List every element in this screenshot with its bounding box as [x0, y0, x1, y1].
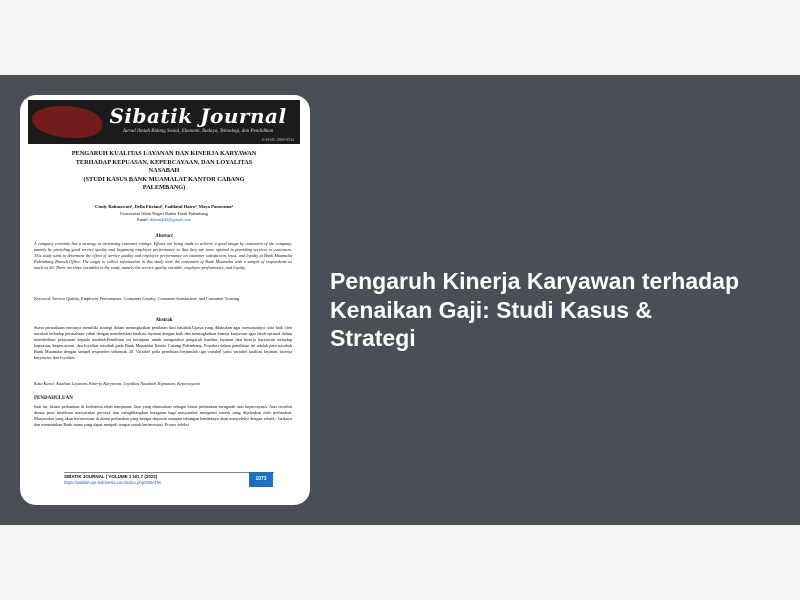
paper-affiliation: Universitas Islam Negeri Raden Fatah Palembang — [120, 211, 208, 216]
abstract-heading: Abstract — [155, 234, 173, 239]
section-text: Saat ini, bisnis perbankan di Indonesia telah menjamur. Jasa yang ditawarkan sebagai bisnis perbankan mengarah atas kepercayaan. Atas tersebut dimaz pasa membuat masyarakat percaya dan menghilangkan keraguan bagi masyarakat mengenai sistem yang dijalankan oleh perbankan. Masyarakat yang akan berinvestasi di dunia perbankan yang berupa deposito maupun tabungan hendaknya akan menyeleksi dengan sebaik - baiknya dan menentukan Bank mana yang dapat menjadi tempat untuk berinvestasi. Proses seleksi — [34, 404, 292, 428]
journal-page-image — [28, 100, 300, 495]
page-number-badge: 1073 — [249, 472, 273, 487]
indonesia-map-logo — [32, 106, 102, 138]
paper-title-line: TERHADAP KEPUASAN, KEPERCAYAAN, DAN LOYALITAS — [75, 158, 253, 166]
journal-subtitle: Jurnal Ilmiah Bidang Sosial, Ekonomi, Budaya, Teknologi, dan Pendidikan — [122, 129, 274, 134]
article-headline[interactable] — [330, 267, 780, 353]
paper-authors: Cindy Rahmawati¹, Della Fitriani², Fadilatul Hairo³, Maya Panorama⁴ — [95, 204, 233, 209]
abstract-text: A company certainly has a strategy in increasing customer ratings. Efforts are being made to achieve a good image by customers of the company, namely by providing good service quality and beginning employee performance so that they are more optimal in providing services to customers. This study aims to determine the effect of service quality and employee performance on customer satisfaction, trust, and loyalty at Bank Muamalat Palembang Branch Office. The target to collect information in this study were the customers of Bank Muamalat with a sample of respondents as much as 20. There are three variables in the study, namely the service quality variable, employee performance, and loyalty. — [34, 241, 292, 271]
headline-line: Pengaruh Kinerja Karyawan terhadap — [330, 268, 740, 295]
abstrak-heading: Abstrak — [155, 318, 173, 323]
footer-divider — [64, 472, 274, 473]
email-label: Email: — [137, 217, 149, 222]
headline-line: Strategi — [330, 325, 416, 352]
email-link[interactable]: dilanisk45@gmail.com — [149, 217, 191, 222]
paper-title-line: (STUDI KASUS BANK MUAMALAT KANTOR CABANG — [83, 175, 245, 183]
footer-url[interactable]: https://publish.ojs-indonesia.com/index.php/SIBATIK — [64, 480, 161, 485]
abstrak-text: Suatu perusahaan tentunya memiliki strategi dalam meningkatkan penilaian dari nasabah.Upaya yang dilakukan agar mencapainya citra baik oleh nasabah terhadap perusahaan yakni dengan memberikan kualitas layanan dengan baik dan meningkatkan kinerja karyawan agar lebih optimal dalam memberikan pelayanan kepada nasabah.Penelitian ini bertujuan untuk mengetahui pengaruh kualitas layanan dan kinerja karyawan terhadap kepuasan, kepercayaan, dan loyalitas nasabah pada Bank Muamalat Kantor Cabang Palembang. Populasi dalam penelitian ini adalah para nasabah Bank Muamalat dengan sampel responden sebanyak 20. Variabel pada penelitian berjumlah tiga variabel yaitu variabel kualitas layanan, kinerja karyawan, dan loyalitas. — [34, 325, 292, 361]
footer-journal-info: SIBATIK JOURNAL | VOLUME 1 NO.7 (2022) — [64, 474, 158, 479]
paper-title — [50, 150, 278, 193]
keywords: Keyword: Service Quality, Employee Performance, Consumer Loyalty, Consumer Satisfaction, and Consumer Trusting. — [34, 296, 241, 301]
section-heading: PENDAHULUAN — [34, 396, 73, 401]
journal-header — [28, 100, 300, 144]
headline-line: Kenaikan Gaji: Studi Kasus & — [330, 296, 653, 323]
paper-title-line: PALEMBANG) — [142, 184, 186, 192]
journal-name: Sibatik Journal — [109, 104, 287, 128]
journal-issn: E-ISSN: 2809-8544 — [262, 137, 294, 142]
paper-title-line: PENGARUH KUALITAS LAYANAN DAN KINERJA KARYAWAN — [71, 150, 257, 157]
paper-title-line: NASABAH — [148, 167, 180, 175]
kata-kunci: Kata Kunci: Kualitas Layanan, Kinerja Karyawan, Loyalitas Nasabah, Kepuasan, Kepercayaan — [34, 381, 200, 386]
paper-email-line — [28, 217, 300, 222]
